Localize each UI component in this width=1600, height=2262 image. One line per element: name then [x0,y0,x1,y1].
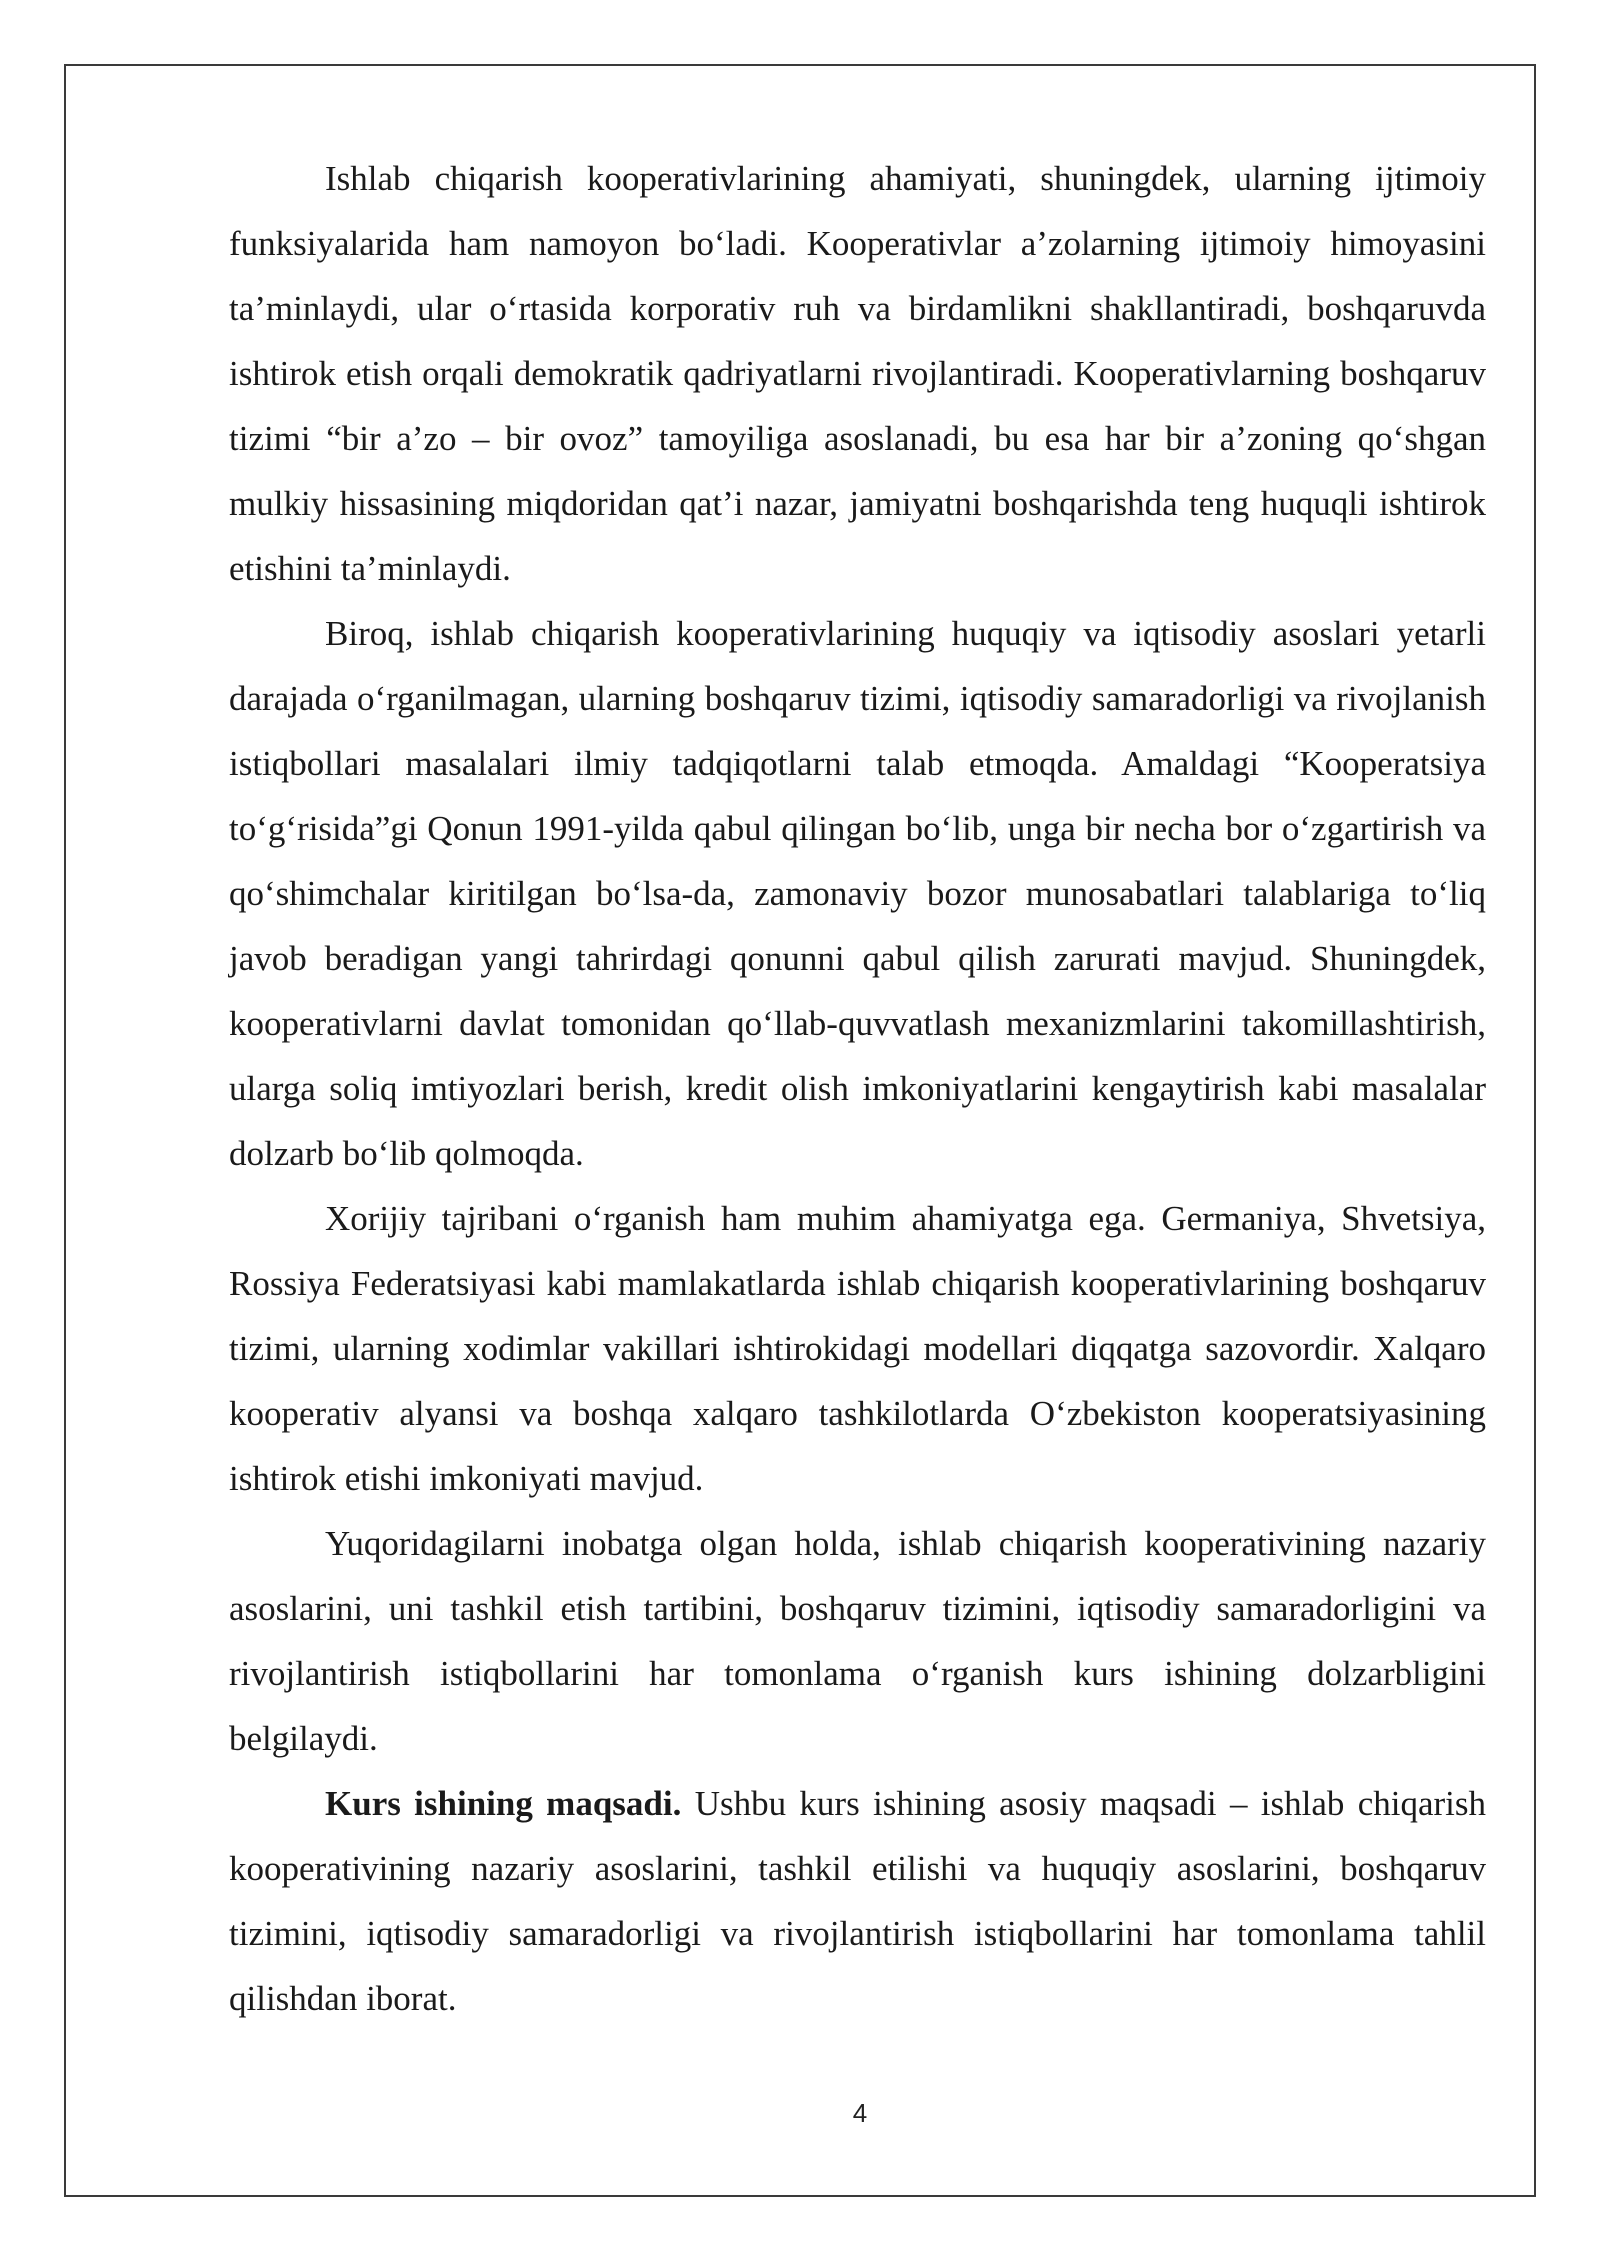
paragraph-5 [229,1771,1486,2031]
section-lead-bold: Kurs ishining maqsadi. [325,1784,682,1823]
paragraph-2: Biroq, ishlab chiqarish kooperativlarining huquqiy va iqtisodiy asoslari yetarli darajada o‘rganilmagan, ularning boshqaruv tizimi, iqtisodiy samaradorligi va rivojlanish istiqbollari masalalari ilmiy tadqiqotlarni talab etmoqda. Amaldagi “Kooperatsiya to‘g‘risida”gi Qonun 1991-yilda qabul qilingan bo‘lib, unga bir necha bor o‘zgartirish va qo‘shimchalar kiritilgan bo‘lsa-da, zamonaviy bozor munosabatlari talablariga to‘liq javob beradigan yangi tahrirdagi qonunni qabul qilish zarurati mavjud. Shuningdek, kooperativlarni davlat tomonidan qo‘llab-quvvatlash mexanizmlarini takomillashtirish, ularga soliq imtiyozlari berish, kredit olish imkoniyatlarini kengaytirish kabi masalalar dolzarb bo‘lib qolmoqda. [229,614,1486,1173]
document-body [229,146,1486,2031]
paragraph-3: Xorijiy tajribani o‘rganish ham muhim ahamiyatga ega. Germaniya, Shvetsiya, Rossiya Federatsiyasi kabi mamlakatlarda ishlab chiqarish kooperativlarining boshqaruv tizimi, ularning xodimlar vakillari ishtirokidagi modellari diqqatga sazovordir. Xalqaro kooperativ alyansi va boshqa xalqaro tashkilotlarda O‘zbekiston kooperatsiyasining ishtirok etishi imkoniyati mavjud. [229,1199,1486,1498]
paragraph-4: Yuqoridagilarni inobatga olgan holda, ishlab chiqarish kooperativining nazariy asoslarini, uni tashkil etish tartibini, boshqaruv tizimini, iqtisodiy samaradorligini va rivojlantirish istiqbollarini har tomonlama o‘rganish kurs ishining dolzarbligini belgilaydi. [229,1524,1486,1758]
paragraph-5-text: Ushbu kurs ishining asosiy maqsadi – ishlab chiqarish kooperativining nazariy asoslarini, tashkil etilishi va huquqiy asoslarini, boshqaruv tizimini, iqtisodiy samaradorligi va rivojlantirish istiqbollarini har tomonlama tahlil qilishdan iborat. [229,1784,1486,2018]
page-number: 4 [852,2098,868,2128]
paragraph-1: Ishlab chiqarish kooperativlarining ahamiyati, shuningdek, ularning ijtimoiy funksiyalarida ham namoyon bo‘ladi. Kooperativlar a’zolarning ijtimoiy himoyasini ta’minlaydi, ular o‘rtasida korporativ ruh va birdamlikni shakllantiradi, boshqaruvda ishtirok etish orqali demokratik qadriyatlarni rivojlantiradi. Kooperativlarning boshqaruv tizimi “bir a’zo – bir ovoz” tamoyiliga asoslanadi, bu esa har bir a’zoning qo‘shgan mulkiy hissasining miqdoridan qat’i nazar, jamiyatni boshqarishda teng huquqli ishtirok etishini ta’minlaydi. [229,159,1486,588]
